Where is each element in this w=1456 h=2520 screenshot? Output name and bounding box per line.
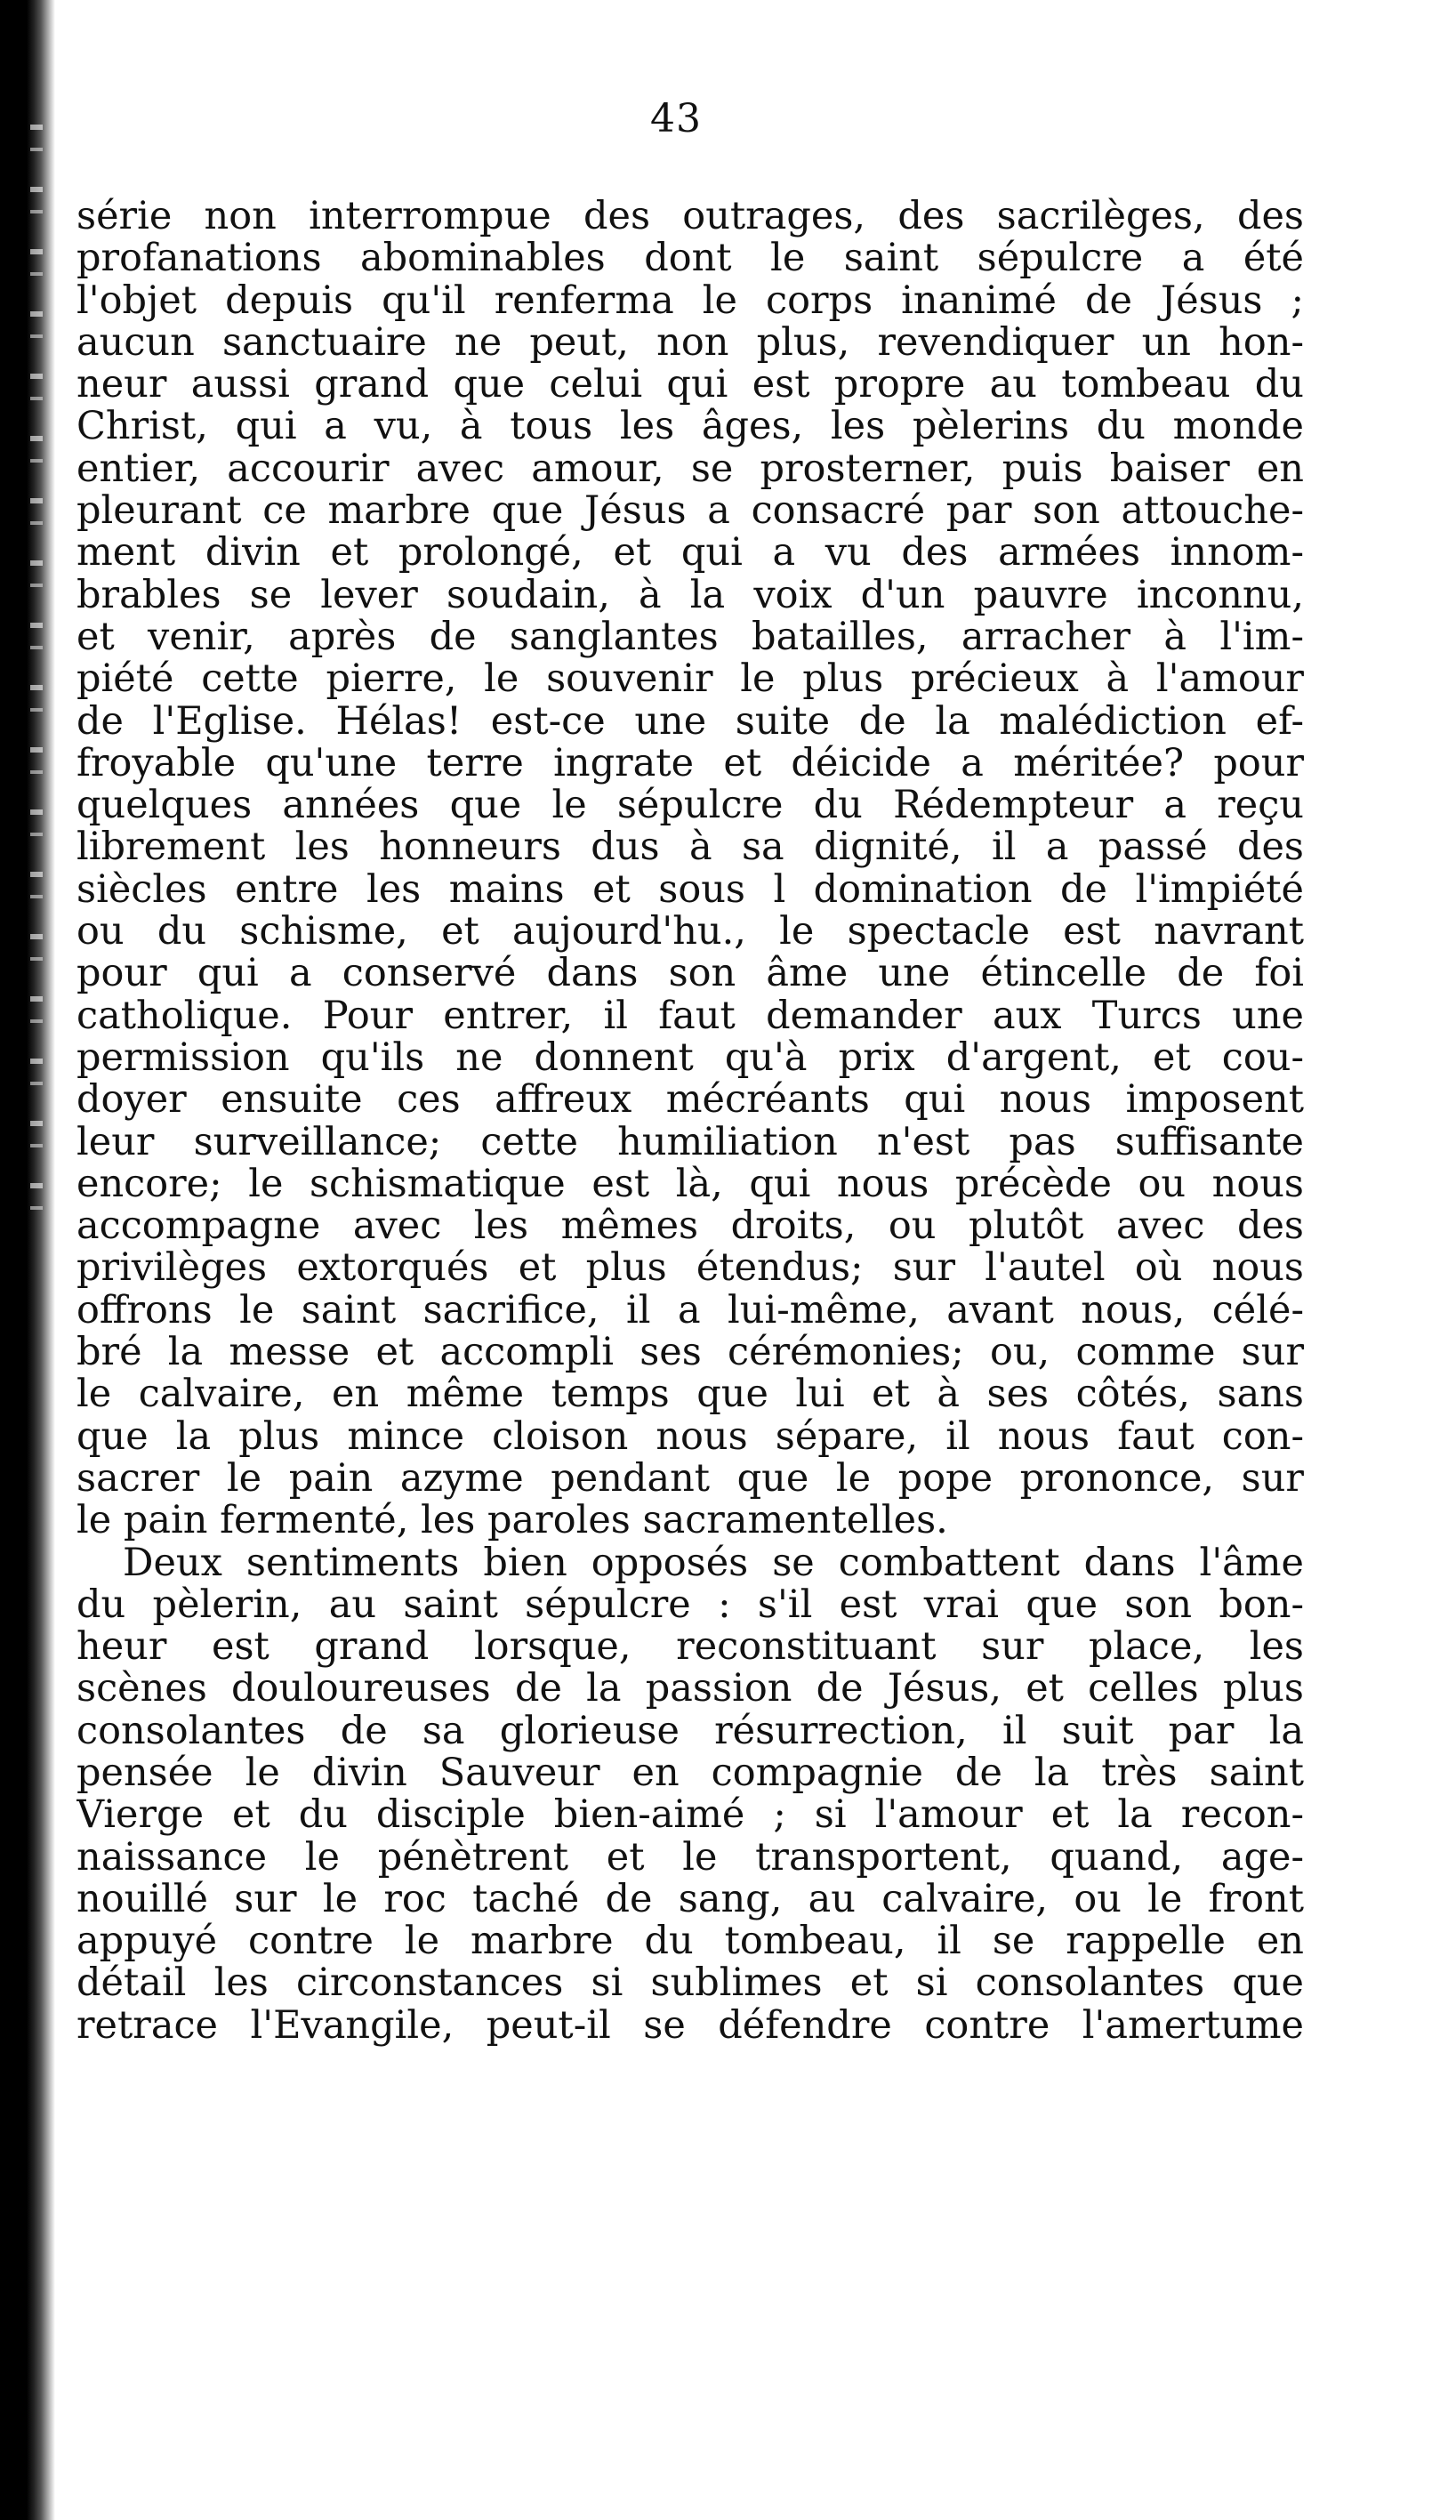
text-line: quelques années que le sépulcre du Rédempteur a reçu [76,785,1304,827]
text-line: froyable qu'une terre ingrate et déicide a méritée? pour [76,742,1304,785]
text-line: consolantes de sa glorieuse résurrection, il suit par la [76,1710,1304,1752]
paragraph-end-line: le pain fermenté, les paroles sacramentelles. [76,1500,948,1542]
text-line: offrons le saint sacrifice, il a lui-même, avant nous, célé- [76,1289,1304,1332]
paragraph-start-line: Deux sentiments bien opposés se combattent dans l'âme [123,1542,1304,1584]
text-line: Christ, qui a vu, à tous les âges, les pèlerins du monde [76,406,1304,448]
text-line: que la plus mince cloison nous sépare, il nous faut con- [76,1415,1304,1458]
text-line: aucun sanctuaire ne peut, non plus, revendiquer un hon- [76,321,1304,365]
text-line: retrace l'Evangile, peut-il se défendre contre l'amertume [76,2004,1304,2048]
text-line: privilèges extorqués et plus étendus; sur l'autel où nous [76,1247,1304,1290]
text-line: série non interrompue des outrages, des sacrilèges, des [76,196,1304,238]
text-line: ou du schisme, et aujourd'hu., le spectacle est navrant [76,911,1304,954]
text-line: le calvaire, en même temps que lui et à ses côtés, sans [76,1373,1304,1416]
text-line: doyer ensuite ces affreux mécréants qui nous imposent [76,1079,1304,1122]
text-line: siècles entre les mains et sous l domination de l'impiété [76,868,1304,912]
text-line: appuyé contre le marbre du tombeau, il se rappelle en [76,1920,1304,1963]
scan-binding-edge [0,0,55,2520]
page-number: 43 [650,96,702,141]
text-line: du pèlerin, au saint sépulcre : s'il est vrai que son bon- [76,1583,1304,1627]
text-line: heur est grand lorsque, reconstituant sur place, les [76,1626,1304,1669]
text-line: pour qui a conservé dans son âme une étincelle de foi [76,953,1304,995]
text-line: détail les circonstances si sublimes et si consolantes que [76,1962,1304,2005]
text-line: encore; le schismatique est là, qui nous précède ou nous [76,1163,1304,1206]
text-line: bré la messe et accompli ses cérémonies; ou, comme sur [76,1332,1304,1374]
text-line: ment divin et prolongé, et qui a vu des armées innom- [76,532,1304,575]
page-body [76,196,1304,2047]
text-line: piété cette pierre, le souvenir le plus précieux à l'amour [76,658,1304,701]
text-line: sacrer le pain azyme pendant que le pope prononce, sur [76,1457,1304,1501]
text-line: l'objet depuis qu'il renferma le corps inanimé de Jésus ; [76,279,1304,322]
text-line: librement les honneurs dus à sa dignité, il a passé des [76,826,1304,869]
text-line: naissance le pénètrent et le transportent, quand, age- [76,1836,1304,1879]
text-line: accompagne avec les mêmes droits, ou plutôt avec des [76,1205,1304,1248]
text-line: catholique. Pour entrer, il faut demander aux Turcs une [76,994,1304,1037]
text-line: leur surveillance; cette humiliation n'est pas suffisante [76,1121,1304,1163]
text-line: pleurant ce marbre que Jésus a consacré par son attouche- [76,490,1304,533]
text-line: brables se lever soudain, à la voix d'un pauvre inconnu, [76,574,1304,616]
text-line: scènes douloureuses de la passion de Jésus, et celles plus [76,1668,1304,1711]
text-line: nouillé sur le roc taché de sang, au calvaire, ou le front [76,1878,1304,1921]
text-line: Vierge et du disciple bien-aimé ; si l'amour et la recon- [76,1794,1304,1837]
text-line: profanations abominables dont le saint sépulcre a été [76,238,1304,280]
text-line: et venir, après de sanglantes batailles, arracher à l'im- [76,616,1304,659]
text-line: entier, accourir avec amour, se prosterner, puis baiser en [76,447,1304,491]
text-line: pensée le divin Sauveur en compagnie de la très saint [76,1751,1304,1795]
text-line: permission qu'ils ne donnent qu'à prix d'argent, et cou- [76,1036,1304,1080]
text-line: de l'Eglise. Hélas! est-ce une suite de la malédiction ef- [76,700,1304,743]
text-line: neur aussi grand que celui qui est propre au tombeau du [76,364,1304,407]
